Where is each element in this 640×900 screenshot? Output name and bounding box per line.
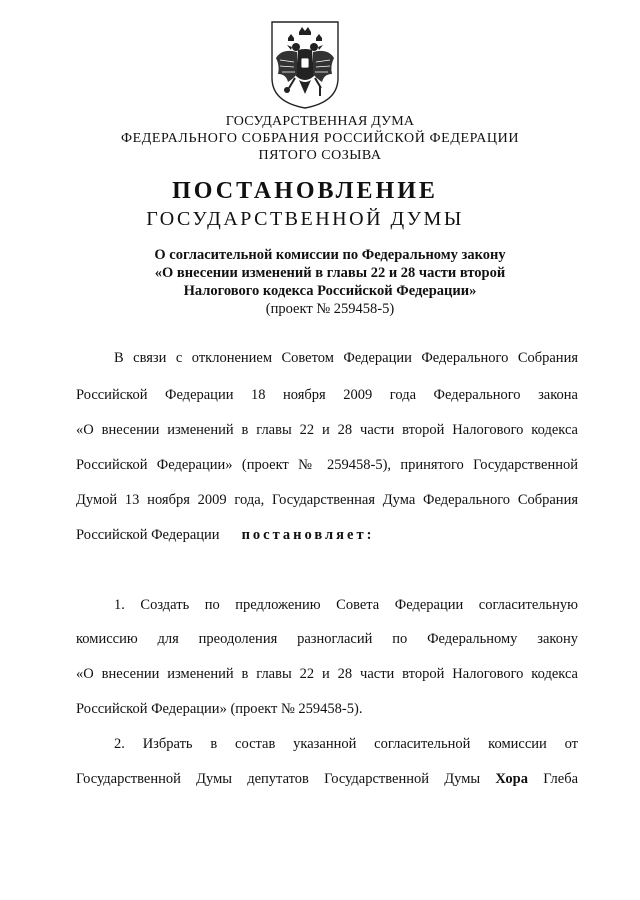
resolution-keyword: постановляет: [241,527,375,543]
subject-line-3: Налогового кодекса Российской Федерации» [183,283,477,299]
document-subtitle: ГОСУДАРСТВЕННОЙ ДУМЫ [146,208,464,230]
coat-of-arms-icon [268,18,342,110]
preamble-line-3: «О внесении изменений в главы 22 и 28 части второй Налогового кодекса [76,422,578,438]
header-line-1: ГОСУДАРСТВЕННАЯ ДУМА [225,114,415,129]
header-line-3: ПЯТОГО СОЗЫВА [258,148,382,163]
item2-line-2 [76,770,578,788]
deputy-firstname: Глеба [543,771,579,787]
item1-line-3: «О внесении изменений в главы 22 и 28 части второй Налогового кодекса [76,666,578,682]
preamble-line-1: В связи с отклонением Советом Федерации Федерального Собрания [114,350,578,366]
preamble-line-6 [76,526,578,544]
preamble-line-2: Российской Федерации 18 ноября 2009 года Федерального закона [76,387,578,403]
subject-line-1: О согласительной комиссии по Федеральному закону [154,247,506,263]
preamble-line-4: Российской Федерации» (проект № 259458-5), принятого Государственной [76,457,578,473]
document-title: ПОСТАНОВЛЕНИЕ [172,178,438,204]
header-line-2: ФЕДЕРАЛЬНОГО СОБРАНИЯ РОССИЙСКОЙ ФЕДЕРАЦИИ [120,131,520,146]
deputy-surname: Хора [495,771,528,787]
preamble-line-5: Думой 13 ноября 2009 года, Государственная Дума Федерального Собрания [76,492,578,508]
item1-line-4: Российской Федерации» (проект № 259458-5). [76,701,363,717]
item1-line-1: 1. Создать по предложению Совета Федерации согласительную [114,597,578,613]
project-number: (проект № 259458-5) [265,301,395,317]
item2-line-2-start: Государственной Думы депутатов Государственной Думы [76,771,481,787]
preamble-line-6-text: Российской Федерации [76,527,220,543]
item1-line-2: комиссию для преодоления разногласий по Федеральному закону [76,631,578,647]
subject-line-2: «О внесении изменений в главы 22 и 28 части второй [154,265,506,281]
item2-line-1: 2. Избрать в состав указанной согласительной комиссии от [114,736,578,752]
